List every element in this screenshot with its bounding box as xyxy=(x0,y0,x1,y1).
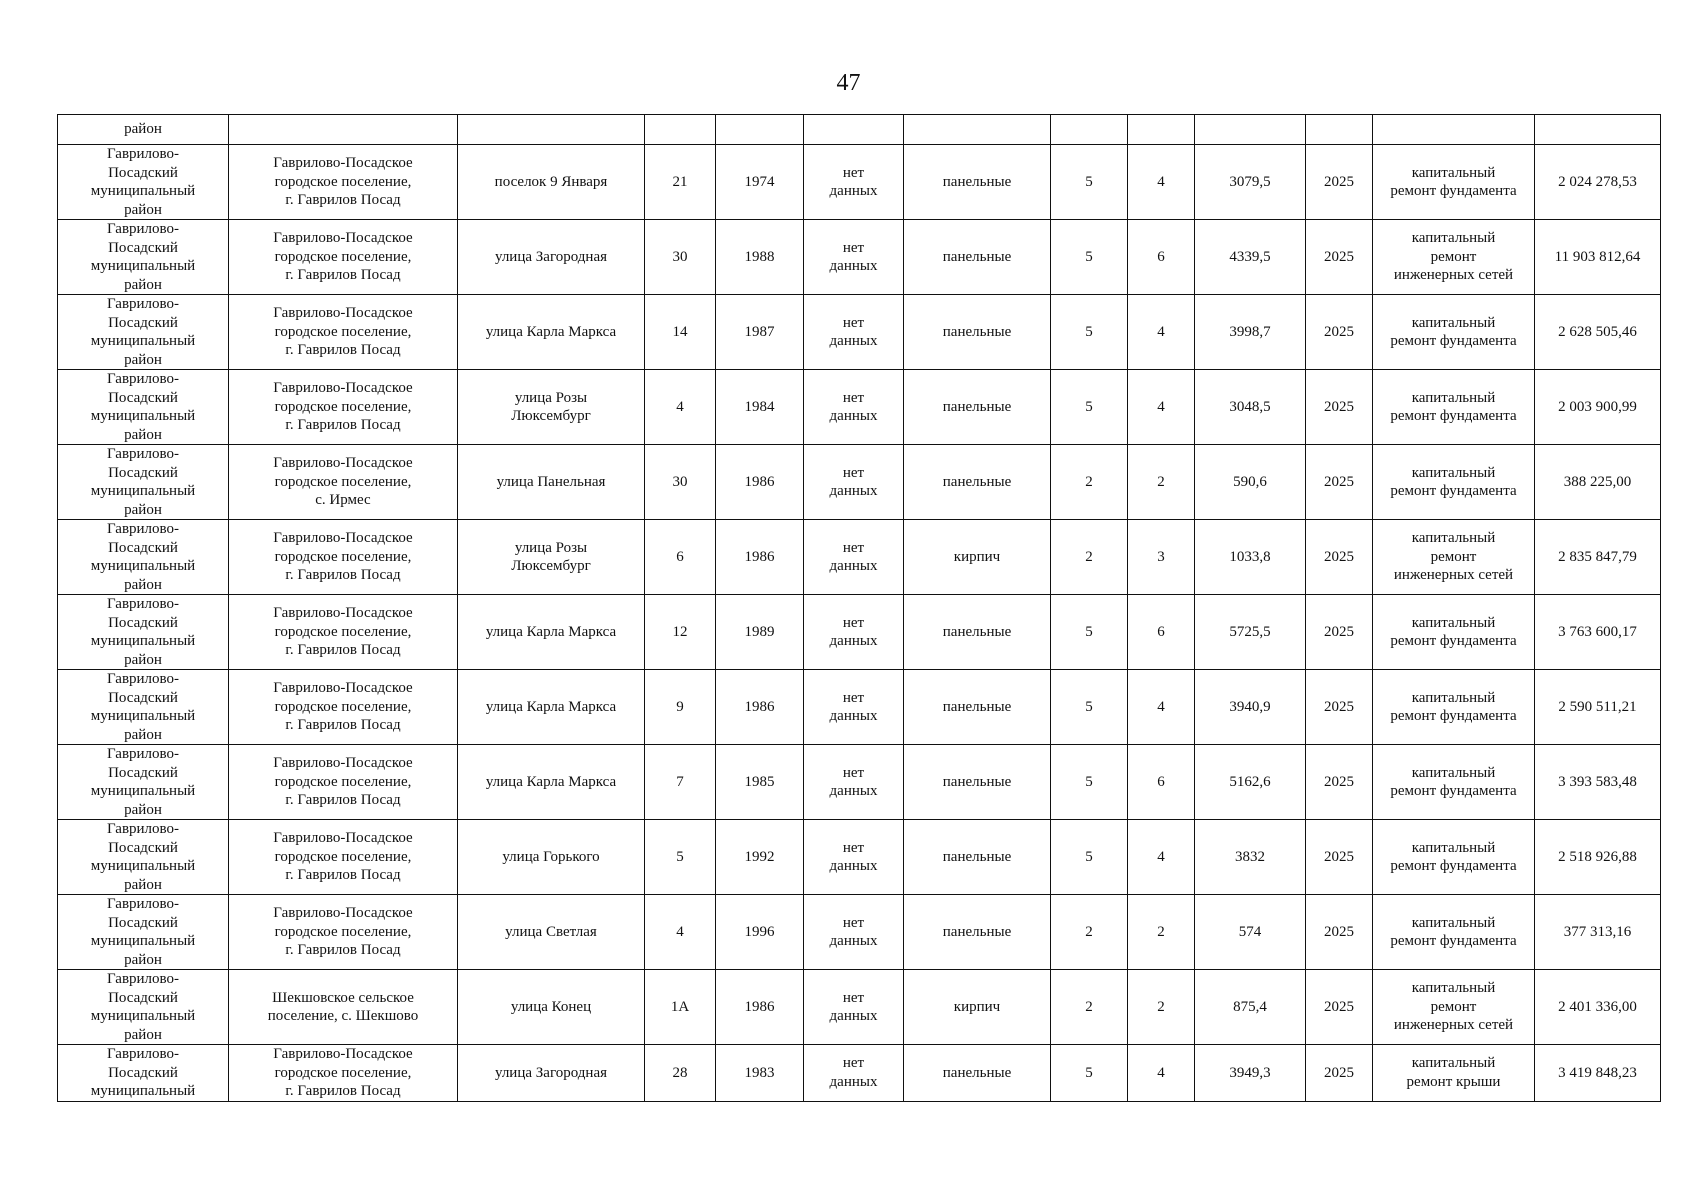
cell-build-year: 1988 xyxy=(716,220,804,295)
cell-district: Гаврилово- Посадский муниципальный район xyxy=(58,820,229,895)
cell-total-area xyxy=(1195,115,1306,145)
cell-commission-year: нет данных xyxy=(804,370,904,445)
cell-repair-type xyxy=(1373,115,1535,145)
cell-floors: 5 xyxy=(1051,295,1128,370)
cell-floors: 2 xyxy=(1051,445,1128,520)
cell-house-number: 21 xyxy=(645,145,716,220)
cell-build-year xyxy=(716,115,804,145)
cell-settlement: Гаврилово-Посадское городское поселение, г. Гаврилов Посад xyxy=(229,520,458,595)
cell-commission-year: нет данных xyxy=(804,970,904,1045)
cell-repair-year: 2025 xyxy=(1306,445,1373,520)
cell-commission-year: нет данных xyxy=(804,520,904,595)
cell-settlement: Гаврилово-Посадское городское поселение, с. Ирмес xyxy=(229,445,458,520)
cell-repair-year: 2025 xyxy=(1306,820,1373,895)
cell-district: Гаврилово- Посадский муниципальный район xyxy=(58,220,229,295)
cell-commission-year xyxy=(804,115,904,145)
cell-floors: 2 xyxy=(1051,895,1128,970)
cell-repair-year: 2025 xyxy=(1306,145,1373,220)
cell-total-area: 590,6 xyxy=(1195,445,1306,520)
cell-repair-type: капитальный ремонт фундамента xyxy=(1373,145,1535,220)
cell-repair-cost: 2 401 336,00 xyxy=(1535,970,1661,1045)
cell-district: Гаврилово- Посадский муниципальный район xyxy=(58,970,229,1045)
table-row xyxy=(58,745,1661,820)
cell-repair-cost: 3 419 848,23 xyxy=(1535,1045,1661,1102)
cell-repair-year: 2025 xyxy=(1306,295,1373,370)
cell-district: Гаврилово- Посадский муниципальный район xyxy=(58,145,229,220)
cell-floors: 5 xyxy=(1051,370,1128,445)
cell-commission-year: нет данных xyxy=(804,1045,904,1102)
cell-wall-material: кирпич xyxy=(904,520,1051,595)
cell-house-number: 14 xyxy=(645,295,716,370)
cell-repair-cost: 2 003 900,99 xyxy=(1535,370,1661,445)
cell-house-number: 4 xyxy=(645,370,716,445)
cell-entrances: 4 xyxy=(1128,1045,1195,1102)
cell-settlement: Гаврилово-Посадское городское поселение, г. Гаврилов Посад xyxy=(229,745,458,820)
cell-house-number: 6 xyxy=(645,520,716,595)
cell-total-area: 5162,6 xyxy=(1195,745,1306,820)
cell-build-year: 1985 xyxy=(716,745,804,820)
cell-wall-material: панельные xyxy=(904,895,1051,970)
cell-district: район xyxy=(58,115,229,145)
cell-repair-type: капитальный ремонт фундамента xyxy=(1373,820,1535,895)
cell-street: улица Розы Люксембург xyxy=(458,370,645,445)
cell-floors: 2 xyxy=(1051,520,1128,595)
cell-floors: 2 xyxy=(1051,970,1128,1045)
cell-repair-cost: 2 590 511,21 xyxy=(1535,670,1661,745)
cell-settlement: Шекшовское сельское поселение, с. Шекшово xyxy=(229,970,458,1045)
cell-total-area: 3079,5 xyxy=(1195,145,1306,220)
cell-floors: 5 xyxy=(1051,670,1128,745)
cell-repair-type: капитальный ремонт фундамента xyxy=(1373,595,1535,670)
cell-entrances: 6 xyxy=(1128,595,1195,670)
table-row xyxy=(58,595,1661,670)
cell-entrances: 2 xyxy=(1128,970,1195,1045)
cell-entrances: 2 xyxy=(1128,445,1195,520)
cell-build-year: 1983 xyxy=(716,1045,804,1102)
table-row xyxy=(58,520,1661,595)
cell-repair-year: 2025 xyxy=(1306,595,1373,670)
cell-entrances: 4 xyxy=(1128,670,1195,745)
cell-street: улица Конец xyxy=(458,970,645,1045)
cell-repair-type: капитальный ремонт инженерных сетей xyxy=(1373,220,1535,295)
cell-wall-material: панельные xyxy=(904,745,1051,820)
cell-street: поселок 9 Января xyxy=(458,145,645,220)
cell-street: улица Светлая xyxy=(458,895,645,970)
cell-floors xyxy=(1051,115,1128,145)
cell-settlement xyxy=(229,115,458,145)
cell-repair-year: 2025 xyxy=(1306,1045,1373,1102)
cell-house-number: 9 xyxy=(645,670,716,745)
cell-repair-cost: 2 024 278,53 xyxy=(1535,145,1661,220)
cell-total-area: 5725,5 xyxy=(1195,595,1306,670)
cell-commission-year: нет данных xyxy=(804,745,904,820)
cell-district: Гаврилово- Посадский муниципальный район xyxy=(58,595,229,670)
cell-wall-material: панельные xyxy=(904,220,1051,295)
cell-street: улица Загородная xyxy=(458,220,645,295)
cell-wall-material: панельные xyxy=(904,595,1051,670)
cell-repair-type: капитальный ремонт фундамента xyxy=(1373,745,1535,820)
cell-commission-year: нет данных xyxy=(804,295,904,370)
cell-repair-cost: 2 835 847,79 xyxy=(1535,520,1661,595)
cell-street: улица Карла Маркса xyxy=(458,670,645,745)
cell-house-number: 4 xyxy=(645,895,716,970)
cell-settlement: Гаврилово-Посадское городское поселение, г. Гаврилов Посад xyxy=(229,670,458,745)
cell-repair-year: 2025 xyxy=(1306,970,1373,1045)
cell-district: Гаврилово- Посадский муниципальный район xyxy=(58,445,229,520)
cell-entrances: 6 xyxy=(1128,220,1195,295)
cell-repair-cost: 11 903 812,64 xyxy=(1535,220,1661,295)
cell-house-number: 12 xyxy=(645,595,716,670)
cell-build-year: 1984 xyxy=(716,370,804,445)
cell-street: улица Загородная xyxy=(458,1045,645,1102)
cell-repair-cost: 388 225,00 xyxy=(1535,445,1661,520)
table-row-continued xyxy=(58,115,1661,145)
cell-build-year: 1986 xyxy=(716,970,804,1045)
cell-commission-year: нет данных xyxy=(804,820,904,895)
cell-wall-material: панельные xyxy=(904,445,1051,520)
cell-settlement: Гаврилово-Посадское городское поселение, г. Гаврилов Посад xyxy=(229,820,458,895)
cell-build-year: 1996 xyxy=(716,895,804,970)
table-row xyxy=(58,820,1661,895)
cell-commission-year: нет данных xyxy=(804,220,904,295)
cell-floors: 5 xyxy=(1051,220,1128,295)
cell-commission-year: нет данных xyxy=(804,145,904,220)
cell-build-year: 1986 xyxy=(716,670,804,745)
cell-wall-material: панельные xyxy=(904,1045,1051,1102)
cell-build-year: 1989 xyxy=(716,595,804,670)
cell-repair-type: капитальный ремонт инженерных сетей xyxy=(1373,520,1535,595)
cell-commission-year: нет данных xyxy=(804,445,904,520)
cell-repair-cost: 2 518 926,88 xyxy=(1535,820,1661,895)
cell-settlement: Гаврилово-Посадское городское поселение, г. Гаврилов Посад xyxy=(229,220,458,295)
cell-street: улица Розы Люксембург xyxy=(458,520,645,595)
table-row xyxy=(58,295,1661,370)
cell-house-number: 7 xyxy=(645,745,716,820)
cell-commission-year: нет данных xyxy=(804,595,904,670)
cell-entrances: 4 xyxy=(1128,145,1195,220)
cell-entrances: 4 xyxy=(1128,295,1195,370)
cell-house-number: 30 xyxy=(645,220,716,295)
cell-wall-material: панельные xyxy=(904,370,1051,445)
cell-total-area: 3998,7 xyxy=(1195,295,1306,370)
cell-entrances: 3 xyxy=(1128,520,1195,595)
cell-street: улица Горького xyxy=(458,820,645,895)
cell-house-number: 28 xyxy=(645,1045,716,1102)
table-row-partial xyxy=(58,1045,1661,1102)
cell-build-year: 1986 xyxy=(716,445,804,520)
cell-wall-material: панельные xyxy=(904,820,1051,895)
cell-total-area: 3949,3 xyxy=(1195,1045,1306,1102)
cell-house-number: 5 xyxy=(645,820,716,895)
cell-wall-material: панельные xyxy=(904,670,1051,745)
cell-repair-type: капитальный ремонт фундамента xyxy=(1373,670,1535,745)
cell-total-area: 1033,8 xyxy=(1195,520,1306,595)
cell-district: Гаврилово- Посадский муниципальный район xyxy=(58,520,229,595)
cell-repair-cost: 2 628 505,46 xyxy=(1535,295,1661,370)
cell-settlement: Гаврилово-Посадское городское поселение, г. Гаврилов Посад xyxy=(229,295,458,370)
cell-repair-year: 2025 xyxy=(1306,670,1373,745)
cell-house-number xyxy=(645,115,716,145)
housing-repair-table xyxy=(57,114,1661,1102)
cell-district: Гаврилово- Посадский муниципальный район xyxy=(58,745,229,820)
cell-total-area: 3832 xyxy=(1195,820,1306,895)
cell-repair-type: капитальный ремонт фундамента xyxy=(1373,895,1535,970)
cell-street: улица Карла Маркса xyxy=(458,295,645,370)
cell-entrances: 4 xyxy=(1128,370,1195,445)
cell-total-area: 3048,5 xyxy=(1195,370,1306,445)
cell-entrances xyxy=(1128,115,1195,145)
cell-repair-year: 2025 xyxy=(1306,370,1373,445)
cell-settlement: Гаврилово-Посадское городское поселение, г. Гаврилов Посад xyxy=(229,145,458,220)
cell-build-year: 1992 xyxy=(716,820,804,895)
cell-wall-material: панельные xyxy=(904,145,1051,220)
table-body xyxy=(58,115,1661,1102)
cell-repair-type: капитальный ремонт инженерных сетей xyxy=(1373,970,1535,1045)
cell-settlement: Гаврилово-Посадское городское поселение, г. Гаврилов Посад xyxy=(229,1045,458,1102)
cell-wall-material: панельные xyxy=(904,295,1051,370)
cell-settlement: Гаврилово-Посадское городское поселение, г. Гаврилов Посад xyxy=(229,895,458,970)
cell-repair-year: 2025 xyxy=(1306,520,1373,595)
page-number: 47 xyxy=(836,70,861,96)
cell-street: улица Карла Маркса xyxy=(458,745,645,820)
cell-floors: 5 xyxy=(1051,595,1128,670)
cell-floors: 5 xyxy=(1051,745,1128,820)
table-row xyxy=(58,370,1661,445)
cell-repair-cost: 3 393 583,48 xyxy=(1535,745,1661,820)
cell-entrances: 2 xyxy=(1128,895,1195,970)
cell-district: Гаврилово- Посадский муниципальный район xyxy=(58,370,229,445)
cell-house-number: 30 xyxy=(645,445,716,520)
cell-wall-material xyxy=(904,115,1051,145)
cell-house-number: 1А xyxy=(645,970,716,1045)
cell-total-area: 875,4 xyxy=(1195,970,1306,1045)
cell-street: улица Панельная xyxy=(458,445,645,520)
cell-district: Гаврилово- Посадский муниципальный район xyxy=(58,295,229,370)
table-row xyxy=(58,895,1661,970)
cell-repair-cost xyxy=(1535,115,1661,145)
cell-floors: 5 xyxy=(1051,145,1128,220)
cell-commission-year: нет данных xyxy=(804,895,904,970)
table-row xyxy=(58,220,1661,295)
cell-street: улица Карла Маркса xyxy=(458,595,645,670)
cell-total-area: 574 xyxy=(1195,895,1306,970)
cell-floors: 5 xyxy=(1051,1045,1128,1102)
cell-repair-cost: 377 313,16 xyxy=(1535,895,1661,970)
cell-district: Гаврилово- Посадский муниципальный район xyxy=(58,670,229,745)
cell-entrances: 6 xyxy=(1128,745,1195,820)
cell-entrances: 4 xyxy=(1128,820,1195,895)
cell-street xyxy=(458,115,645,145)
table-row xyxy=(58,670,1661,745)
cell-district: Гаврилово- Посадский муниципальный район xyxy=(58,895,229,970)
cell-repair-cost: 3 763 600,17 xyxy=(1535,595,1661,670)
cell-repair-type: капитальный ремонт фундамента xyxy=(1373,370,1535,445)
cell-commission-year: нет данных xyxy=(804,670,904,745)
cell-repair-year xyxy=(1306,115,1373,145)
cell-build-year: 1974 xyxy=(716,145,804,220)
table-row xyxy=(58,445,1661,520)
cell-build-year: 1986 xyxy=(716,520,804,595)
cell-floors: 5 xyxy=(1051,820,1128,895)
cell-repair-year: 2025 xyxy=(1306,745,1373,820)
cell-wall-material: кирпич xyxy=(904,970,1051,1045)
cell-repair-type: капитальный ремонт фундамента xyxy=(1373,295,1535,370)
cell-build-year: 1987 xyxy=(716,295,804,370)
cell-total-area: 4339,5 xyxy=(1195,220,1306,295)
table-row xyxy=(58,145,1661,220)
cell-district: Гаврилово- Посадский муниципальный xyxy=(58,1045,229,1102)
cell-repair-type: капитальный ремонт фундамента xyxy=(1373,445,1535,520)
cell-settlement: Гаврилово-Посадское городское поселение, г. Гаврилов Посад xyxy=(229,370,458,445)
table-row xyxy=(58,970,1661,1045)
cell-total-area: 3940,9 xyxy=(1195,670,1306,745)
cell-repair-type: капитальный ремонт крыши xyxy=(1373,1045,1535,1102)
cell-repair-year: 2025 xyxy=(1306,220,1373,295)
cell-repair-year: 2025 xyxy=(1306,895,1373,970)
cell-settlement: Гаврилово-Посадское городское поселение, г. Гаврилов Посад xyxy=(229,595,458,670)
